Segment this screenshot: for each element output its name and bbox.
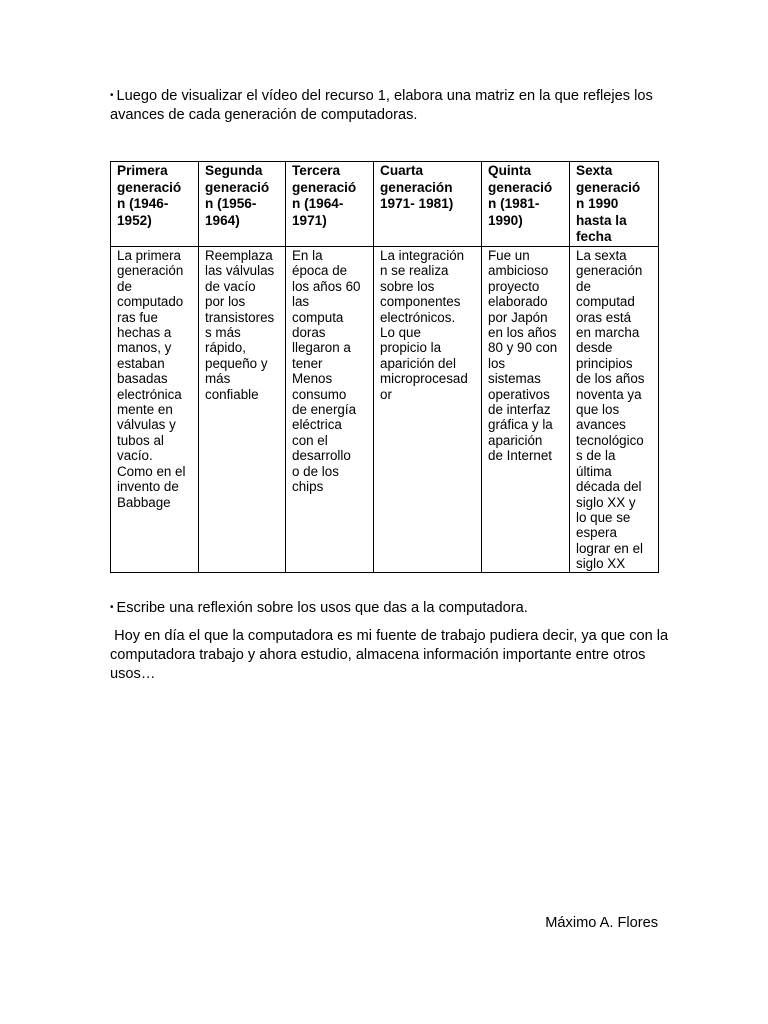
cell-sexta-generacion: La sexta generación de computad oras está en marcha desde principios de los años noventa ya que los avances tecnológico s de la última década del siglo XX y lo que se espera lograr en el siglo XX <box>570 247 659 573</box>
answer-paragraph: Hoy en día el que la computadora es mi fuente de trabajo pudiera decir, ya que con la computadora trabajo y ahora estudio, almacena información importante entre otros usos… <box>110 628 673 682</box>
header-tercera-generacion: Tercera generació n (1964- 1971) <box>286 162 374 247</box>
cell-quinta-generacion: Fue un ambicioso proyecto elaborado por Japón en los años 80 y 90 con los sistemas operativos de interfaz gráfica y la aparición de Internet <box>482 247 570 573</box>
header-cuarta-generacion: Cuarta generación 1971- 1981) <box>374 162 482 247</box>
cell-tercera-generacion: En la época de los años 60 las computa doras llegaron a tener Menos consumo de energía eléctrica con el desarrollo o de los chips <box>286 247 374 573</box>
cell-segunda-generacion: Reemplaza las válvulas de vacío por los transistores s más rápido, pequeño y más confiable <box>199 247 286 573</box>
bullet-icon: • <box>110 602 114 613</box>
table-header-row <box>111 162 659 247</box>
header-sexta-generacion: Sexta generació n 1990 hasta la fecha <box>570 162 659 247</box>
bullet-icon: • <box>110 90 114 101</box>
author-signature: Máximo A. Flores <box>545 915 658 931</box>
table-row <box>111 247 659 573</box>
cell-primera-generacion: La primera generación de computado ras fue hechas a manos, y estaban basadas electrónica mente en válvulas y tubos al vacío. Como en el invento de Babbage <box>111 247 199 573</box>
cell-cuarta-generacion: La integración n se realiza sobre los componentes electrónicos. Lo que propicio la aparición del microprocesad or <box>374 247 482 573</box>
header-quinta-generacion: Quinta generació n (1981- 1990) <box>482 162 570 247</box>
header-primera-generacion: Primera generació n (1946- 1952) <box>111 162 199 247</box>
intro-paragraph <box>110 86 670 125</box>
question-paragraph <box>110 598 670 618</box>
header-segunda-generacion: Segunda generació n (1956- 1964) <box>199 162 286 247</box>
question-text: Escribe una reflexión sobre los usos que das a la computadora. <box>116 600 528 616</box>
generations-matrix-table <box>110 161 659 573</box>
intro-text: Luego de visualizar el vídeo del recurso 1, elabora una matriz en la que reflejes los avances de cada generación de computadoras. <box>110 88 653 123</box>
